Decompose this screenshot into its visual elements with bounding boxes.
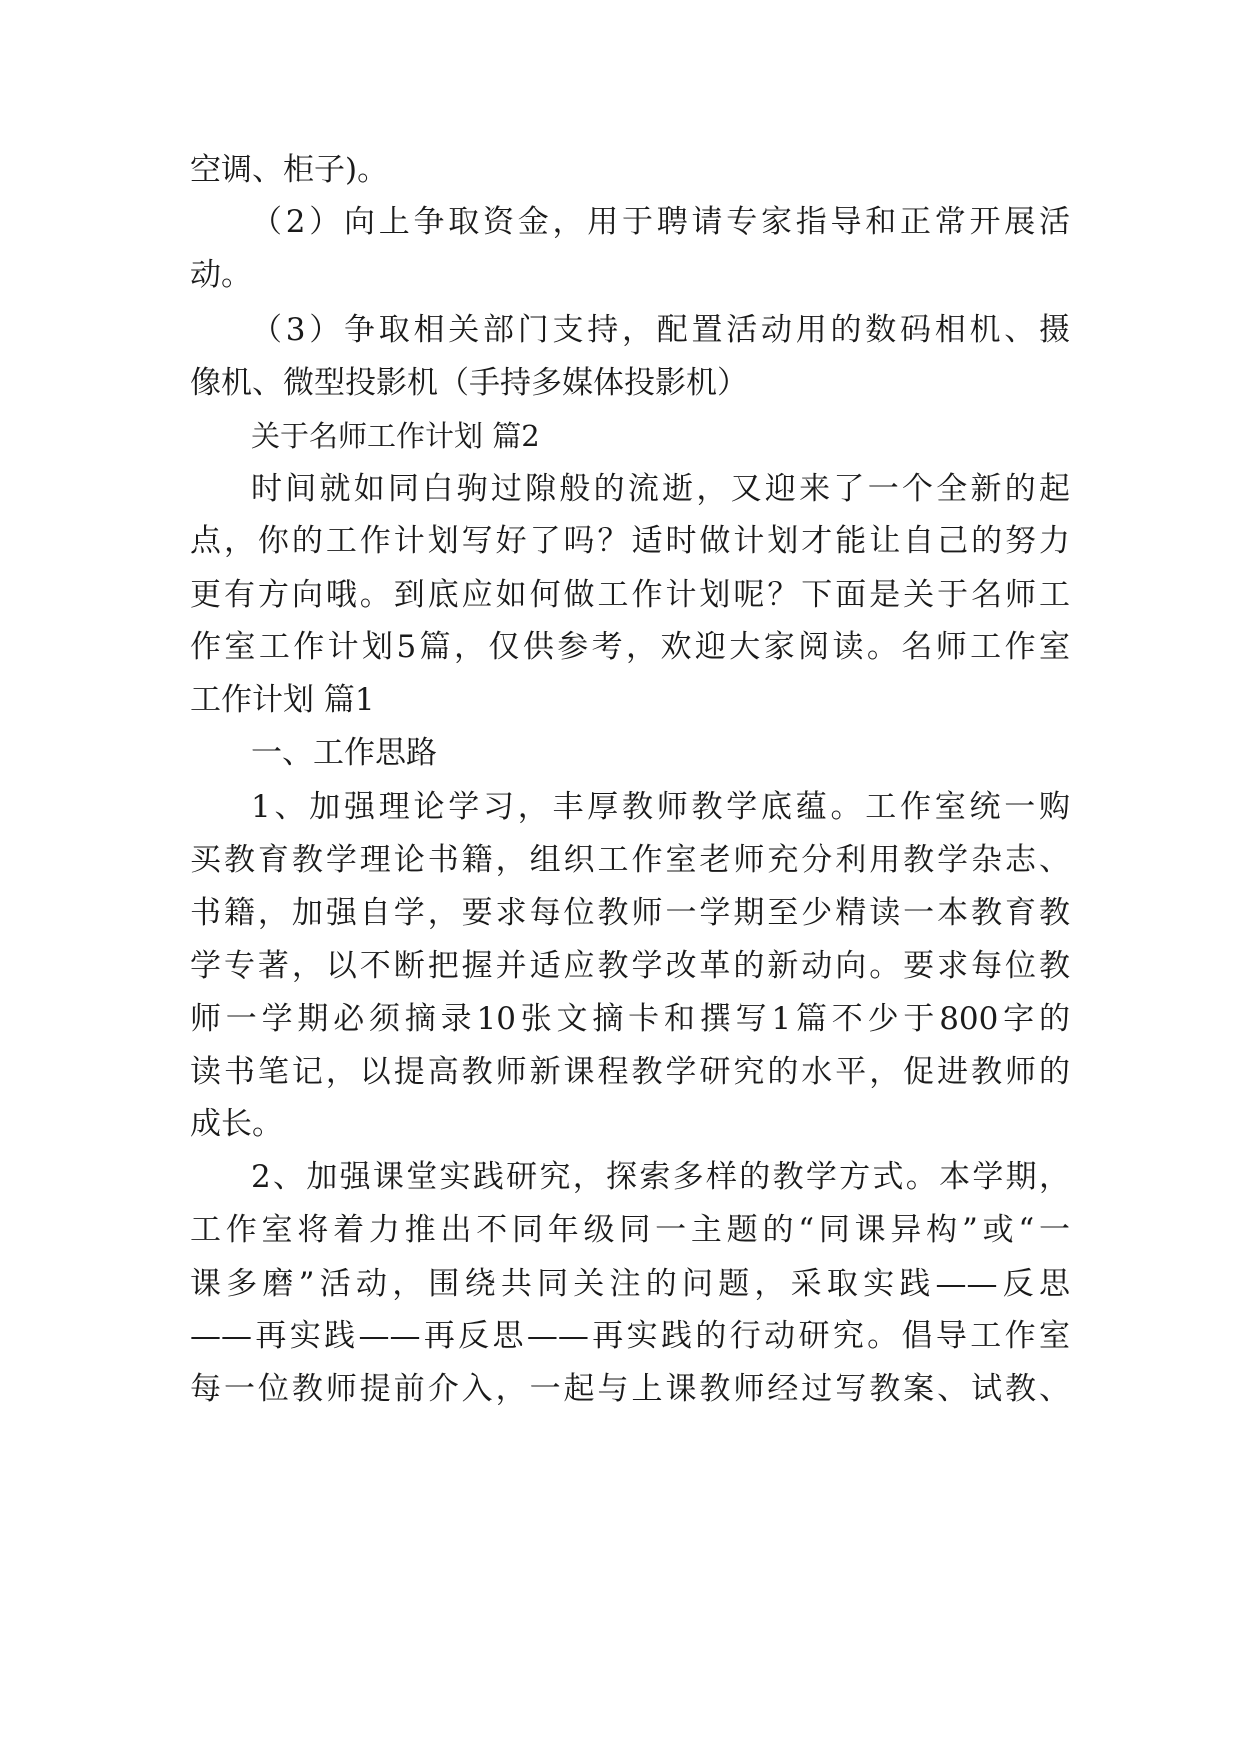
- text-line: 课多磨”活动，围绕共同关注的问题，采取实践——反思: [190, 1266, 1070, 1302]
- text-line: 学专著，以不断把握并适应教学改革的新动向。要求每位教: [190, 948, 1070, 984]
- text-line: 书籍，加强自学，要求每位教师一学期至少精读一本教育教: [190, 895, 1070, 931]
- section-subheading: 一、工作思路: [251, 735, 437, 771]
- text-line: 动。: [190, 257, 252, 293]
- text-line: 师一学期必须摘录10张文摘卡和撰写1篇不少于800字的: [190, 1001, 1070, 1037]
- text-line: 成长。: [190, 1106, 283, 1142]
- text-line: 读书笔记，以提高教师新课程教学研究的水平，促进教师的: [190, 1054, 1070, 1090]
- text-line: 工作计划 篇1: [190, 682, 375, 718]
- text-line: 1、加强理论学习，丰厚教师教学底蕴。工作室统一购: [251, 789, 1070, 825]
- text-line: 每一位教师提前介入，一起与上课教师经过写教案、试教、: [190, 1371, 1070, 1407]
- text-line: ——再实践——再反思——再实践的行动研究。倡导工作室: [190, 1318, 1070, 1354]
- text-line: 2、加强课堂实践研究，探索多样的教学方式。本学期，: [251, 1159, 1070, 1195]
- section-heading: 关于名师工作计划 篇2: [251, 419, 540, 453]
- text-line: 工作室将着力推出不同年级同一主题的“同课异构”或“一: [190, 1212, 1070, 1248]
- text-line: 更有方向哦。到底应如何做工作计划呢？下面是关于名师工: [190, 577, 1070, 613]
- text-line: （3）争取相关部门支持，配置活动用的数码相机、摄: [251, 312, 1070, 348]
- text-line: 点，你的工作计划写好了吗？适时做计划才能让自己的努力: [190, 523, 1070, 559]
- text-line: 时间就如同白驹过隙般的流逝，又迎来了一个全新的起: [251, 471, 1070, 507]
- text-line: （2）向上争取资金，用于聘请专家指导和正常开展活: [251, 204, 1070, 240]
- text-line: 买教育教学理论书籍，组织工作室老师充分利用教学杂志、: [190, 842, 1070, 878]
- text-line: 作室工作计划5篇，仅供参考，欢迎大家阅读。名师工作室: [190, 629, 1070, 665]
- text-line: 像机、微型投影机（手持多媒体投影机）: [190, 365, 748, 401]
- text-line: 空调、柜子)。: [190, 152, 389, 188]
